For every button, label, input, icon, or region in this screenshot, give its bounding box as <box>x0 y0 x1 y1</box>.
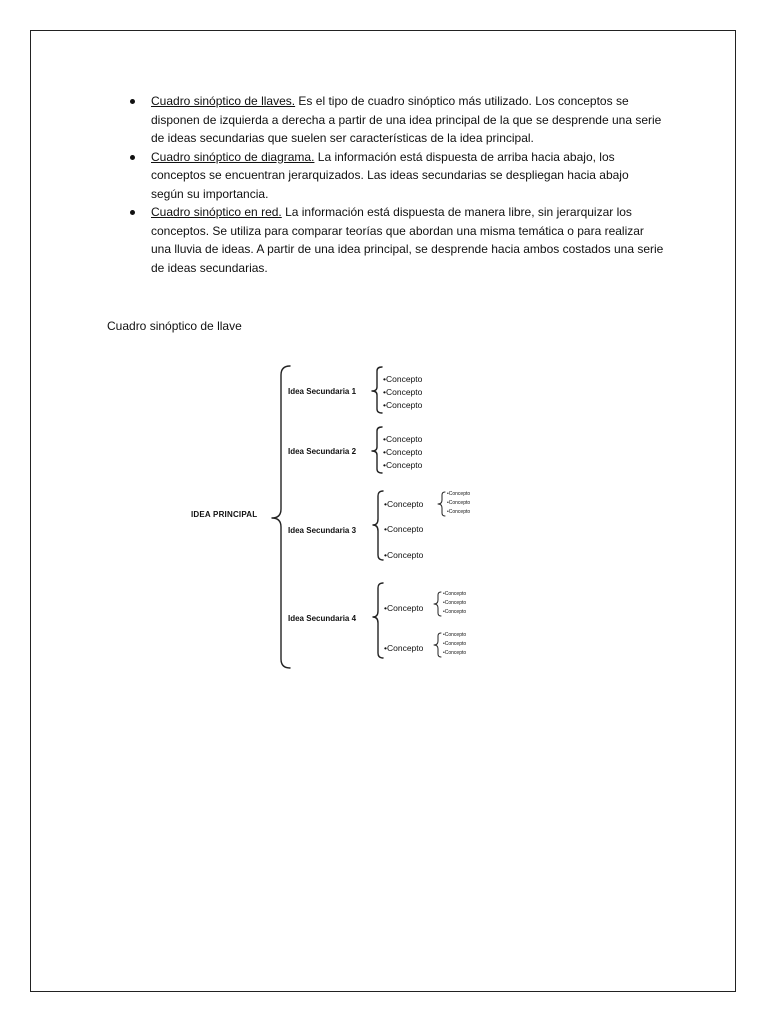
sub-concept-label: •Concepto <box>443 591 467 597</box>
bullet-dot-icon <box>130 155 135 160</box>
main-idea-label: IDEA PRINCIPAL <box>191 510 258 519</box>
brace-icon <box>373 491 383 560</box>
sub-concept-label: •Concepto <box>443 632 467 638</box>
bullet-dot-icon <box>130 210 135 215</box>
concept-label: •Concepto <box>383 374 423 384</box>
concept-label: •Concepto <box>384 643 424 653</box>
concept-label: •Concepto <box>384 603 424 613</box>
bullet-item <box>124 203 664 277</box>
brace-icon <box>373 583 383 658</box>
bullet-text: Es el tipo de cuadro sinóptico más utilizado. Los conceptos se disponen de izquierda a derecha a partir de una idea principal de la que se desprende una serie de ideas secundarias que suelen ser características de la idea principal. <box>151 94 662 145</box>
sub-concept-label: •Concepto <box>447 491 471 497</box>
small-brace-icon <box>434 633 441 657</box>
concept-label: •Concepto <box>383 447 423 457</box>
sub-concept-label: •Concepto <box>447 509 471 515</box>
bullet-item <box>124 148 664 204</box>
bullet-term: Cuadro sinóptico de diagrama. <box>151 149 315 164</box>
sub-concept-label: •Concepto <box>447 500 471 506</box>
sub-concept-label: •Concepto <box>443 650 467 656</box>
small-brace-icon <box>438 492 445 516</box>
section-heading: Cuadro sinóptico de llave <box>107 319 242 333</box>
bullet-text: La información está dispuesta de manera libre, sin jerarquizar los conceptos. Se utiliza para comparar teorías que abordan una misma temática o para realizar una lluvia de ideas. A partir de una idea principal, se desprende hacia ambos costados una serie de ideas secundarias. <box>151 205 664 275</box>
concept-label: •Concepto <box>383 460 423 470</box>
secondary-idea-label: Idea Secundaria 3 <box>288 526 357 535</box>
concept-label: •Concepto <box>383 400 423 410</box>
concept-label: •Concepto <box>383 434 423 444</box>
bullet-item <box>124 92 664 148</box>
secondary-idea-label: Idea Secundaria 1 <box>288 387 357 396</box>
sub-concept-label: •Concepto <box>443 641 467 647</box>
brace-icon <box>372 427 382 473</box>
bullet-text: La información está dispuesta de arriba hacia abajo, los conceptos se encuentran jerarquizados. Las ideas secundarias se despliegan hacia abajo según su importancia. <box>151 149 629 201</box>
brace-icon <box>372 367 382 413</box>
brace-diagram <box>120 355 660 675</box>
sub-concept-label: •Concepto <box>443 609 467 615</box>
bullet-dot-icon <box>130 99 135 104</box>
secondary-idea-label: Idea Secundaria 4 <box>288 614 357 623</box>
concept-label: •Concepto <box>384 550 424 560</box>
bullet-term: Cuadro sinóptico en red. <box>151 205 282 219</box>
concept-label: •Concepto <box>384 524 424 534</box>
concept-label: •Concepto <box>383 387 423 397</box>
secondary-idea-label: Idea Secundaria 2 <box>288 447 357 456</box>
bullet-list <box>124 92 664 277</box>
bullet-term: Cuadro sinóptico de llaves. <box>151 94 296 108</box>
concept-label: •Concepto <box>384 499 424 509</box>
small-brace-icon <box>434 592 441 616</box>
sub-concept-label: •Concepto <box>443 600 467 606</box>
